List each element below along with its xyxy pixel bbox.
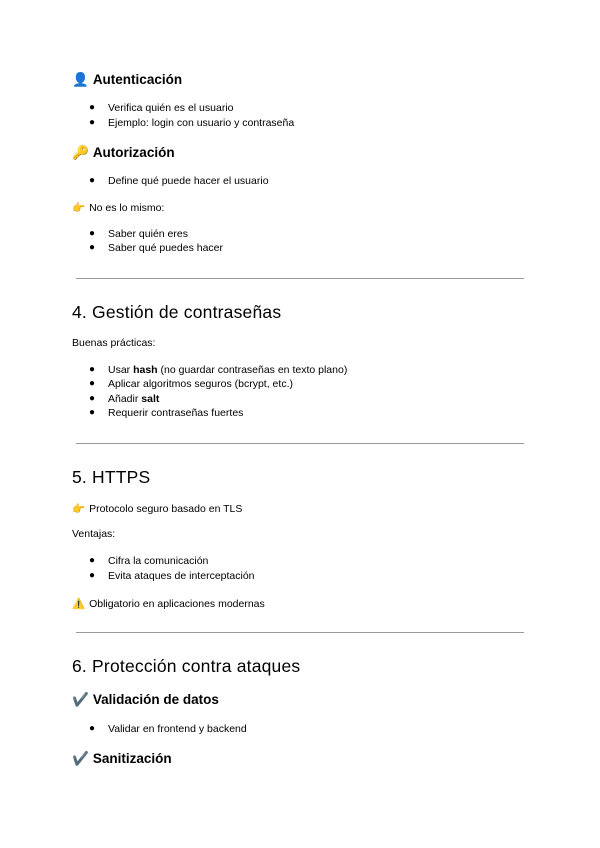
heading-seccion-4: 4. Gestión de contraseñas xyxy=(72,302,282,322)
heading-text: Validación de datos xyxy=(92,692,219,707)
horizontal-rule xyxy=(76,443,524,444)
check-mark-icon: ✔️ xyxy=(72,751,89,767)
bullet: ● xyxy=(89,175,96,186)
bullet: ● xyxy=(89,723,96,734)
warning-icon: ⚠️ xyxy=(72,598,86,610)
list-item: Saber quién eres xyxy=(108,228,188,240)
paragraph-text: Obligatorio en aplicaciones modernas xyxy=(89,598,265,610)
heading-text: Autenticación xyxy=(92,72,183,87)
item-bold-text: hash xyxy=(133,364,158,376)
bullet: ● xyxy=(89,117,96,128)
pointing-hand-icon: 👉 xyxy=(72,503,86,515)
bullet: ● xyxy=(89,378,96,389)
heading-autenticacion xyxy=(72,72,182,88)
list-item xyxy=(108,364,347,376)
list-item: Define qué puede hacer el usuario xyxy=(108,175,269,187)
check-mark-icon: ✔️ xyxy=(72,692,89,708)
heading-sanitizacion xyxy=(72,751,172,767)
paragraph-ventajas: Ventajas: xyxy=(72,528,116,540)
pointing-hand-icon: 👉 xyxy=(72,202,86,214)
horizontal-rule xyxy=(76,632,524,633)
heading-seccion-5: 5. HTTPS xyxy=(72,467,151,487)
list-item: Ejemplo: login con usuario y contraseña xyxy=(108,117,295,129)
paragraph-text: Protocolo seguro basado en TLS xyxy=(89,503,243,515)
list-item: Validar en frontend y backend xyxy=(108,723,247,735)
paragraph-text: No es lo mismo: xyxy=(89,202,165,214)
list-item: Verifica quién es el usuario xyxy=(108,102,234,114)
bullet: ● xyxy=(89,407,96,418)
paragraph-warning xyxy=(72,597,265,610)
item-text: (no guardar contraseñas en texto plano) xyxy=(157,364,348,376)
list-item: Saber qué puedes hacer xyxy=(108,242,224,254)
list-item: Cifra la comunicación xyxy=(108,555,209,567)
heading-autorizacion xyxy=(72,145,175,161)
heading-text: Autorización xyxy=(92,145,175,160)
person-icon: 👤 xyxy=(72,72,89,88)
paragraph-https xyxy=(72,502,242,515)
list-item xyxy=(108,393,159,405)
heading-validacion xyxy=(72,692,219,708)
heading-text: Sanitización xyxy=(92,751,172,766)
item-text: Usar xyxy=(108,364,134,376)
paragraph-diferencia xyxy=(72,201,164,214)
item-text: Añadir xyxy=(108,393,142,405)
list-item: Aplicar algoritmos seguros (bcrypt, etc.) xyxy=(108,378,293,390)
bullet: ● xyxy=(89,228,96,239)
list-item: Requerir contraseñas fuertes xyxy=(108,407,244,419)
key-icon: 🔑 xyxy=(72,145,89,161)
list-item: Evita ataques de interceptación xyxy=(108,570,255,582)
bullet: ● xyxy=(89,393,96,404)
horizontal-rule xyxy=(76,278,524,279)
bullet: ● xyxy=(89,570,96,581)
bullet: ● xyxy=(89,102,96,113)
paragraph-buenas-practicas: Buenas prácticas: xyxy=(72,337,156,349)
item-bold-text: salt xyxy=(141,393,160,405)
bullet: ● xyxy=(89,364,96,375)
bullet: ● xyxy=(89,555,96,566)
bullet: ● xyxy=(89,242,96,253)
heading-seccion-6: 6. Protección contra ataques xyxy=(72,656,301,676)
